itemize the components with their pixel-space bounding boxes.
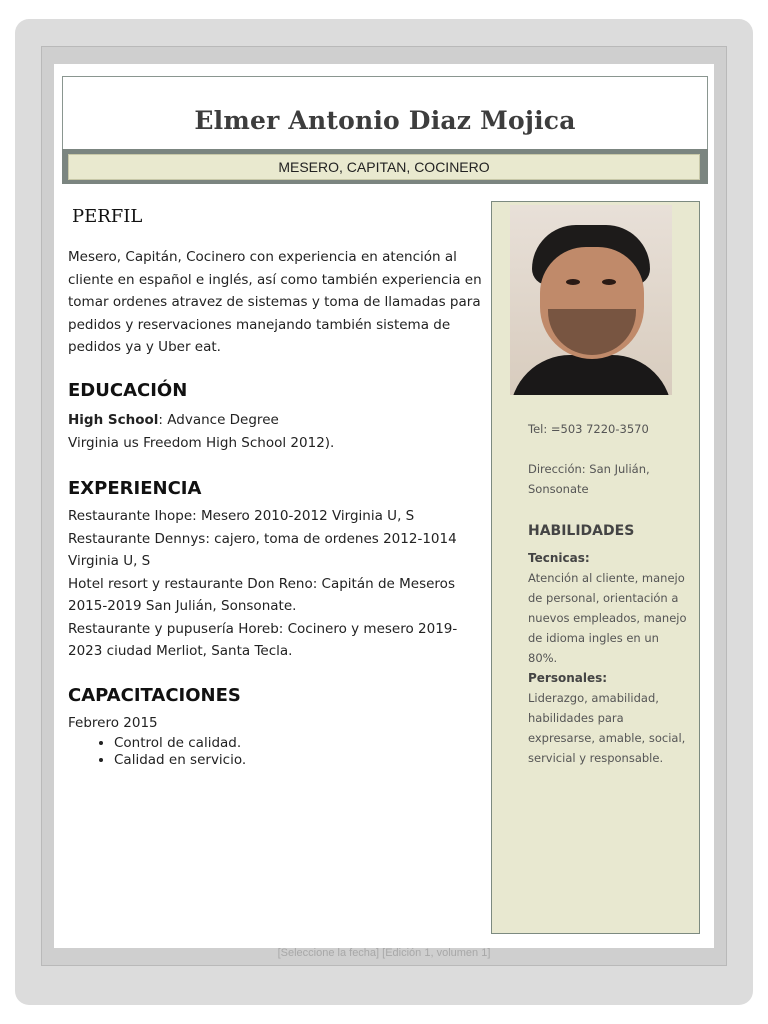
capacitaciones-heading: CAPACITACIONES [68, 685, 241, 706]
perfil-heading: PERFIL [72, 206, 143, 227]
experiencia-heading: EXPERIENCIA [68, 478, 202, 499]
sidebar-address: Dirección: San Julián, Sonsonate [528, 462, 650, 496]
experience-item: Restaurante Ihope: Mesero 2010-2012 Virginia U, S [68, 508, 415, 524]
profile-photo [510, 205, 672, 395]
experience-item: Restaurante y pupusería Horeb: Cocinero y mesero 2019-2023 ciudad Merliot, Santa Tecla. [68, 620, 458, 659]
candidate-name: Elmer Antonio Diaz Mojica [194, 106, 576, 135]
education-degree: : Advance Degree [158, 412, 279, 428]
personales-text: Liderazgo, amabilidad, habilidades para expresarse, amable, social, servicial y responsable. [528, 691, 686, 765]
page-footer: [Seleccione la fecha] [Edición 1, volumen 1] [277, 947, 491, 959]
capacitaciones-block [68, 712, 484, 769]
role-title: MESERO, CAPITAN, COCINERO [68, 154, 700, 180]
tecnicas-label: Tecnicas: [528, 551, 590, 565]
perfil-text: Mesero, Capitán, Cocinero con experiencia en atención al cliente en español e inglés, así como también experiencia en tomar ordenes atravez de sistemas y toma de llamadas para pedidos y reservaciones manejando también sistema de pedidos ya y Uber eat. [68, 249, 482, 355]
experiencia-list [68, 505, 484, 663]
photo-eye [602, 279, 616, 285]
educacion-block [68, 409, 484, 454]
list-item: • Calidad en servicio. [114, 752, 484, 769]
habilidades-block [528, 548, 688, 768]
capacitaciones-date: Febrero 2015 [68, 715, 158, 731]
personales-label: Personales: [528, 671, 608, 685]
experience-item: Restaurante Dennys: cajero, toma de ordenes 2012-1014 Virginia U, S [68, 530, 457, 569]
tecnicas-text: Atención al cliente, manejo de personal, orientación a nuevos empleados, manejo de idioma ingles en un 80%. [528, 571, 687, 665]
educacion-heading: EDUCACIÓN [68, 380, 188, 401]
sidebar-phone: Tel: =503 7220-3570 [528, 422, 649, 436]
photo-eye [566, 279, 580, 285]
capacitaciones-list [68, 735, 484, 769]
education-school: Virginia us Freedom High School 2012). [68, 434, 335, 451]
education-level: High School [68, 412, 159, 428]
photo-shirt [510, 355, 672, 395]
experience-item: Hotel resort y restaurante Don Reno: Capitán de Meseros 2015-2019 San Julián, Sonsonate. [68, 575, 455, 614]
habilidades-heading: HABILIDADES [528, 523, 635, 539]
list-item: • Control de calidad. [114, 735, 484, 752]
